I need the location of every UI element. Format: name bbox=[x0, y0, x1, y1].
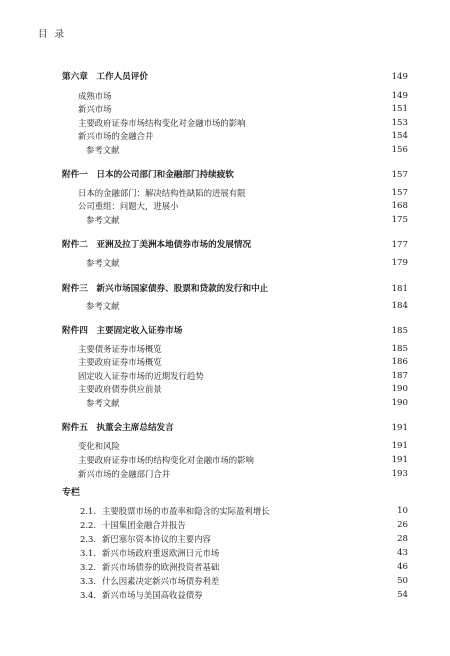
box-entry bbox=[0, 518, 450, 532]
toc-entry-title: 新兴市场的金融合并 bbox=[78, 131, 154, 141]
box-entry-page: 46 bbox=[397, 562, 408, 572]
toc-entry bbox=[0, 199, 450, 213]
box-entry-page: 28 bbox=[397, 534, 408, 544]
toc-entry-page: 193 bbox=[391, 469, 408, 479]
box-entry-text: 什么因素决定新兴市场债券利差 bbox=[102, 576, 220, 586]
toc-entry-page: 154 bbox=[391, 131, 408, 141]
toc-entry-page: 185 bbox=[391, 344, 408, 354]
toc-entry bbox=[0, 369, 450, 383]
toc-entry-title: 附件四 主要固定收入证券市场 bbox=[62, 326, 183, 336]
toc-entry bbox=[0, 439, 450, 453]
toc-entry-page: 190 bbox=[391, 398, 408, 408]
box-entry-page: 43 bbox=[397, 548, 408, 558]
box-entry-title bbox=[80, 518, 186, 532]
box-entry-number: 2.3. bbox=[80, 534, 96, 544]
box-entry-text: 十国集团金融合并报告 bbox=[102, 520, 186, 530]
box-entry-title bbox=[80, 588, 203, 602]
toc-entry-page: 191 bbox=[391, 441, 408, 451]
toc-entry-page: 181 bbox=[391, 284, 408, 294]
toc-entry bbox=[0, 382, 450, 396]
toc-entry-title: 主要政府证券市场结构变化对金融市场的影响 bbox=[78, 118, 246, 128]
toc-entry-title: 变化和风险 bbox=[78, 441, 120, 451]
toc-chapter-entry bbox=[0, 168, 450, 182]
toc-entry-title: 主要政府证券市场的结构变化对金融市场的影响 bbox=[78, 455, 254, 465]
toc-entry-title: 参考文献 bbox=[86, 258, 120, 268]
toc-entry-title: 参考文献 bbox=[86, 301, 120, 311]
toc-entry-title: 附件三 新兴市场国家债券、股票和贷款的发行和中止 bbox=[62, 284, 269, 294]
box-entry-number: 3.4. bbox=[80, 590, 96, 600]
toc-entry-page: 157 bbox=[391, 170, 408, 180]
box-entry-title bbox=[80, 546, 219, 560]
toc-entry-page: 151 bbox=[391, 104, 408, 114]
toc-entry-title: 主要债务证券市场概览 bbox=[78, 344, 162, 354]
toc-entry-page: 156 bbox=[391, 145, 408, 155]
toc-entry-title: 附件五 执董会主席总结发言 bbox=[62, 423, 174, 433]
toc-entry-title: 附件二 亚洲及拉丁美洲本地债券市场的发展情况 bbox=[62, 240, 252, 250]
toc-chapter-entry bbox=[0, 238, 450, 252]
toc-chapter-entry bbox=[0, 70, 450, 84]
box-entry bbox=[0, 574, 450, 588]
toc-entry-title: 参考文献 bbox=[86, 145, 120, 155]
toc-entry-page: 177 bbox=[391, 240, 408, 250]
toc-entry bbox=[0, 256, 450, 270]
toc-entry bbox=[0, 355, 450, 369]
toc-entry bbox=[0, 299, 450, 313]
box-entry bbox=[0, 560, 450, 574]
toc-entry-page: 187 bbox=[391, 371, 408, 381]
box-entry-page: 10 bbox=[397, 506, 408, 516]
box-entry-number: 3.1. bbox=[80, 548, 96, 558]
box-entry-title bbox=[80, 504, 270, 518]
toc-entry-title: 成熟市场 bbox=[78, 91, 112, 101]
page-header: 目 录 bbox=[38, 29, 67, 40]
toc-entry-page: 185 bbox=[391, 326, 408, 336]
toc-entry-title: 公司重组：问题大，进展小 bbox=[78, 201, 179, 211]
toc-entry bbox=[0, 129, 450, 143]
box-entry bbox=[0, 532, 450, 546]
toc-entry-page: 179 bbox=[391, 258, 408, 268]
toc-entry-title: 附件一 日本的公司部门和金融部门持续疲软 bbox=[62, 170, 234, 180]
toc-entry-title: 新兴市场 bbox=[78, 104, 112, 114]
toc-entry bbox=[0, 213, 450, 227]
toc-entry-page: 157 bbox=[391, 188, 408, 198]
toc-entry bbox=[0, 467, 450, 481]
box-entry-page: 54 bbox=[397, 590, 408, 600]
box-entry-title bbox=[80, 574, 219, 588]
box-entry bbox=[0, 588, 450, 602]
box-entry-text: 主要股票市场的市盈率和隐含的实际盈利增长 bbox=[102, 506, 270, 516]
toc-entry-page: 186 bbox=[391, 357, 408, 367]
box-entry-page: 26 bbox=[397, 520, 408, 530]
toc-entry-page: 191 bbox=[391, 423, 408, 433]
box-entry-text: 新兴市场与美国高收益债券 bbox=[102, 590, 203, 600]
toc-chapter-entry bbox=[0, 421, 450, 435]
toc-entry-page: 149 bbox=[391, 91, 408, 101]
box-entry-title bbox=[80, 532, 211, 546]
box-entry bbox=[0, 546, 450, 560]
toc-entry-page: 191 bbox=[391, 455, 408, 465]
toc-entry-page: 168 bbox=[391, 201, 408, 211]
toc-entry-title: 主要政府证券市场概览 bbox=[78, 357, 162, 367]
toc-entry-title: 主要政府债券供应前景 bbox=[78, 384, 162, 394]
toc-entry-title: 第六章 工作人员评价 bbox=[62, 72, 148, 82]
box-entry-page: 50 bbox=[397, 576, 408, 586]
box-entry-number: 2.2. bbox=[80, 520, 96, 530]
toc-entry-page: 149 bbox=[391, 72, 408, 82]
toc-entry bbox=[0, 89, 450, 103]
toc-entry bbox=[0, 453, 450, 467]
toc-entry-title: 参考文献 bbox=[86, 215, 120, 225]
box-entry-number: 3.2. bbox=[80, 562, 96, 572]
toc-entry bbox=[0, 102, 450, 116]
toc-entry-page: 153 bbox=[391, 118, 408, 128]
box-entry-number: 2.1. bbox=[80, 506, 96, 516]
toc-entry-page: 175 bbox=[391, 215, 408, 225]
toc-entry-page: 190 bbox=[391, 384, 408, 394]
toc-entry bbox=[0, 342, 450, 356]
toc-entry-title: 固定收入证券市场的近期发行趋势 bbox=[78, 371, 204, 381]
toc-chapter-entry bbox=[0, 282, 450, 296]
toc-entry-title: 新兴市场的金融部门合并 bbox=[78, 469, 171, 479]
box-entry-text: 新兴市场债券的欧洲投资者基础 bbox=[102, 562, 220, 572]
toc-entry-page: 184 bbox=[391, 301, 408, 311]
box-entry-title bbox=[80, 560, 219, 574]
box-entry bbox=[0, 504, 450, 518]
toc-entry bbox=[0, 396, 450, 410]
toc-chapter-entry bbox=[0, 324, 450, 338]
box-entry-text: 新巴塞尔资本协议的主要内容 bbox=[102, 534, 211, 544]
section-heading bbox=[0, 486, 450, 500]
toc-entry bbox=[0, 186, 450, 200]
box-entry-number: 3.3. bbox=[80, 576, 96, 586]
toc-entry-title: 日本的金融部门：解决结构性缺陷的进展有限 bbox=[78, 188, 246, 198]
toc-entry-title: 参考文献 bbox=[86, 398, 120, 408]
section-title: 专栏 bbox=[62, 488, 81, 498]
toc-entry bbox=[0, 143, 450, 157]
toc-entry bbox=[0, 116, 450, 130]
box-entry-text: 新兴市场政府重返欧洲日元市场 bbox=[102, 548, 220, 558]
